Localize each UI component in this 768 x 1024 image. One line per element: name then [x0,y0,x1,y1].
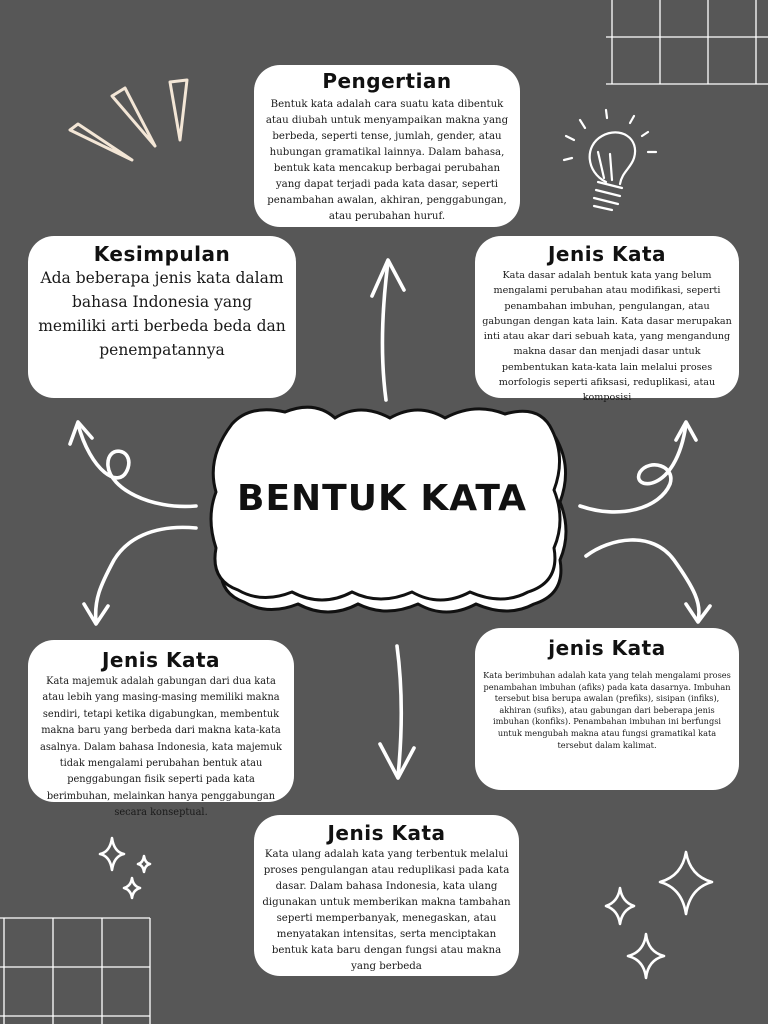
burst-lines [70,80,187,160]
card-title: Jenis Kata [547,242,667,266]
card-kesimpulan [28,236,296,398]
grid-decoration-bottom-left [0,918,150,1024]
card-body: Kata ulang adalah kata yang terbentuk melalui proses pengulangan atau reduplikasi pada kata dasar. Dalam bahasa Indonesia, kata ulang digunakan untuk memberikan makna tambahan seperti memperbanyak, menegaskan, atau menyatakan intensitas, serta menciptakan bentuk kata baru dengan fungsi atau makna yang berbeda [262,849,511,972]
lightbulb-icon [564,110,656,210]
card-body: Bentuk kata adalah cara suatu kata dibentuk atau diubah untuk menyampaikan makna yang berbeda, seperti tense, jumlah, gender, atau hubungan gramatikal lainnya. Dalam bahasa, bentuk kata mencakup berbagai perubahan yang dapat terjadi pada kata dasar, seperti penambahan awalan, akhiran, penggabungan, atau perubahan huruf. [265,99,509,222]
card-body: Kata berimbuhan adalah kata yang telah mengalami proses penambahan imbuhan (afiks) pada kata dasarnya. Imbuhan tersebut bisa berupa awalan (prefiks), sisipan (infiks), akhiran (sufiks), atau gabungan dari beberapa jenis imbuhan (konfiks). Penambahan imbuhan ini berfungsi untuk mengubah makna atau fungsi gramatikal kata tersebut dalam kalimat. [483,670,731,750]
grid-decoration-top-right [606,0,768,84]
card-title: jenis Kata [548,636,666,660]
card-jenis-kata-majemuk [28,640,294,819]
card-body: Kata dasar adalah bentuk kata yang belum mengalami perubahan atau modifikasi, seperti penambahan imbuhan, pengulangan, atau gabungan dengan kata lain. Kata dasar merupakan inti atau akar dari sebuah kata, yang mengandung makna dasar dan menjadi dasar untuk pembentukan kata-kata lain melalui proses morfologis seperti afiksasi, reduplikasi, atau komposisi [482,270,732,404]
card-title: Pengertian [322,69,452,93]
card-title: Jenis Kata [327,821,446,845]
center-title: BENTUK KATA [237,478,527,519]
card-body: Kata majemuk adalah gabungan dari dua kata atau lebih yang masing-masing memiliki makna sendiri, tetapi ketika digabungkan, membentuk makna baru yang berbeda dari makna kata-kata asalnya. Dalam bahasa Indonesia, kata majemuk tidak mengalami perubahan bentuk atau penggabungan fisik seperti pada kata berimbuhan, melainkan hanya penggabungan secara konseptual. [40,676,282,819]
card-title: Kesimpulan [93,242,231,266]
card-jenis-kata-ulang [254,815,519,976]
card-jenis-kata-berimbuhan [475,628,739,790]
card-jenis-kata-dasar [475,236,739,404]
card-title: Jenis Kata [101,648,221,672]
card-pengertian [254,65,520,227]
card-body: Ada beberapa jenis kata dalam bahasa Indonesia yang memiliki arti berbeda beda dan penempatannya [38,269,286,359]
